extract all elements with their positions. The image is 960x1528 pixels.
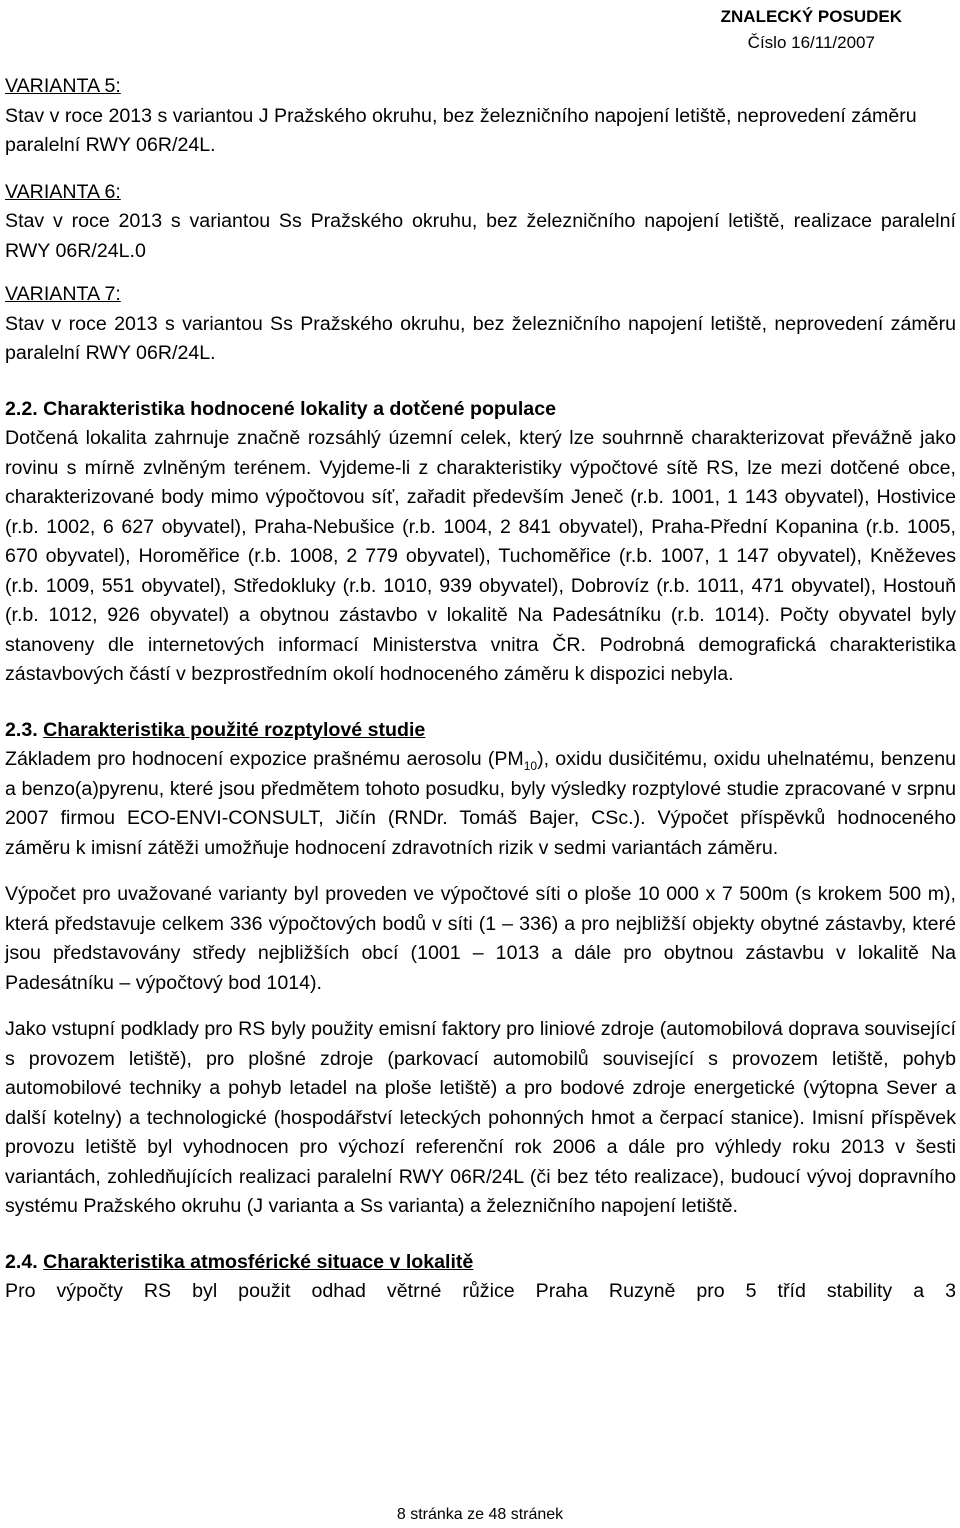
section-2-2-text: Dotčená lokalita zahrnuje značně rozsáhlý územní celek, který lze souhrnně charakterizovat převážně jako rovinu s mírně zvlněným terénem. Vyjdeme-li z charakteristiky výpočtové sítě RS, lze mezi dotčené obce, charakterizované body mimo výpočtovou síť, zařadit především Jeneč (r.b. 1001, 1 143 obyvatel), Hostivice (r.b. 1002, 6 627 obyvatel), Praha-Nebušice (r.b. 1004, 2 841 obyvatel), Praha-Přední Kopanina (r.b. 1005, 670 obyvatel), Horoměřice (r.b. 1008, 2 779 obyvatel), Tuchoměřice (r.b. 1007, 1 147 obyvatel), Kněževes (r.b. 1009, 551 obyvatel), Středokluky (r.b. 1010, 939 obyvatel), Dobrovíz (r.b. 1011, 471 obyvatel), Hostouň (r.b. 1012, 926 obyvatel) a obytnou zástavbo v lokalitě Na Padesátníku (r.b. 1014). Počty obyvatel byly stanoveny dle internetových informací Ministerstva vnitra ČR. Podrobná demografická charakteristika zástavbových částí v bezprostředním okolí hodnoceného záměru k dispozici nebyla. [5,427,956,685]
section-2-3-title: Charakteristika použité rozptylové studie [43,718,426,741]
document-header [721,4,902,56]
header-number: Číslo 16/11/2007 [747,33,875,52]
section-2-4 [5,1248,956,1307]
section-2-3 [5,716,956,1222]
variant-5 [5,72,956,161]
variant-5-label: VARIANTA 5: [5,75,121,97]
section-2-3-number: 2.3. [5,718,38,741]
section-2-3-paragraph-1 [5,745,956,863]
variant-7-label: VARIANTA 7: [5,283,121,305]
variant-6-label: VARIANTA 6: [5,180,121,203]
section-2-3-heading [5,716,956,746]
section-2-4-number: 2.4. [5,1250,38,1273]
section-2-4-heading [5,1248,956,1278]
variant-6 [5,178,956,267]
section-2-4-title: Charakteristika atmosférické situace v lokalitě [43,1250,474,1273]
section-2-3-paragraph-3: Jako vstupní podklady pro RS byly použity emisní faktory pro liniové zdroje (automobilová doprava související s provozem letiště), pro plošné zdroje (parkovací automobilů související s provozem letiště, pohyb automobilové techniky a pohyb letadel na ploše letiště) a pro bodové zdroje energetické (výtopna Sever a další kotelny) a technologické (hospodářství leteckých pohonných hmot a čerpací stanice). Imisní příspěvek provozu letiště byl vyhodnocen pro výchozí referenční rok 2006 a dále pro výhledy roku 2013 v šesti variantách, zohledňujících realizaci paralelní RWY 06R/24L (či bez této realizace), budoucí vývoj dopravního systému Pražského okruhu (J varianta a Ss varianta) a železničního napojení letiště. [5,1018,956,1217]
section-2-2-number: 2.2. [5,397,38,420]
section-2-4-text: Pro výpočty RS byl použit odhad větrné růžice Praha Ruzyně pro 5 tříd stability a 3 [5,1280,956,1302]
section-2-2-title: Charakteristika hodnocené lokality a dotčené populace [43,397,556,420]
variant-7 [5,280,956,369]
section-2-2-heading [5,395,956,425]
section-2-3-paragraph-2: Výpočet pro uvažované varianty byl proveden ve výpočtové síti o ploše 10 000 x 7 500m (s krokem 500 m), která představuje celkem 336 výpočtových bodů v síti (1 – 336) a pro nejbližší objekty obytné zástavby, které jsou představovány středy nejbližších obcí (1001 – 1013 a dále pro obytnou zástavbu v lokalitě Na Padesátníku – výpočtový bod 1014). [5,883,956,994]
section-2-2 [5,395,956,690]
pm10-subscript: 10 [523,758,538,773]
variant-6-text: Stav v roce 2013 s variantou Ss Pražského okruhu, bez železničního napojení letiště, realizace paralelní RWY 06R/24L.0 [5,210,956,262]
page-footer: 8 stránka ze 48 stránek [396,1506,564,1523]
variant-7-text: Stav v roce 2013 s variantou Ss Pražského okruhu, bez železničního napojení letiště, neprovedení záměru paralelní RWY 06R/24L. [5,312,956,364]
document-body [5,72,956,1307]
header-title: ZNALECKÝ POSUDEK [720,7,902,26]
section-2-3-p1-start: Základem pro hodnocení expozice prašnému aerosolu (PM [5,748,524,770]
section-2-3-p1-end: ), oxidu dusičitému, oxidu uhelnatému, benzenu a benzo(a)pyrenu, které jsou předmětem tohoto posudku, byly výsledky rozptylové studie zpracované v srpnu 2007 firmou ECO-ENVI-CONSULT, Jičín (RNDr. Tomáš Bajer, CSc.). Výpočet příspěvků hodnoceného záměru k imisní zátěži umožňuje hodnocení zdravotních rizik v sedmi variantách záměru. [5,748,956,859]
variant-5-text: Stav v roce 2013 s variantou J Pražského okruhu, bez železničního napojení letiště, neprovedení záměru paralelní RWY 06R/24L. [5,104,917,156]
